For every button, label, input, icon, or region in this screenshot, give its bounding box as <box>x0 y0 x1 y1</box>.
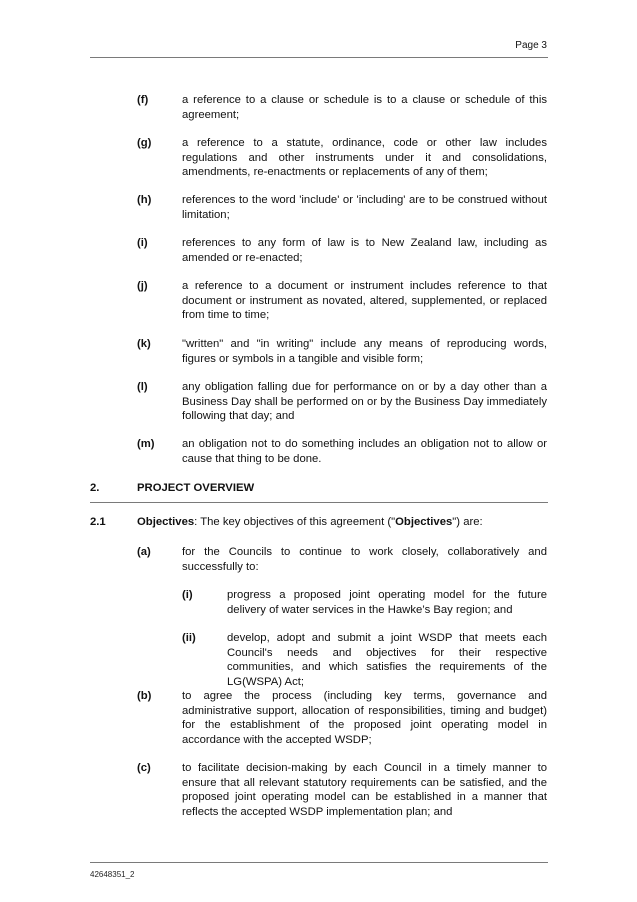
item-text-f: a reference to a clause or schedule is to a clause or schedule of this agreement; <box>182 94 547 121</box>
item-text-l: any obligation falling due for performance on or by a day other than a Business Day shall be performed on or by the Business Day immediately following that day; and <box>182 381 547 423</box>
item-label-g: (g) <box>137 137 152 149</box>
item-label-i: (i) <box>137 237 148 249</box>
section-number: 2. <box>90 482 100 494</box>
objective-text-i: progress a proposed joint operating model for the future delivery of water services in the Hawke’s Bay region; and <box>227 589 547 616</box>
clause-intro-end: ") are: <box>452 516 483 528</box>
objective-text-b: to agree the process (including key terms, governance and administrative support, allocation of responsibilities, timing and budget) for the establishment of the proposed joint operating model in accordance with the accepted WSDP; <box>182 690 547 746</box>
clause-intro-start: : The key objectives of this agreement (" <box>194 516 396 528</box>
clause-defined-term: Objectives <box>395 516 453 528</box>
item-text-k: "written" and "in writing" include any means of reproducing words, figures or symbols in a tangible and visible form; <box>182 338 547 365</box>
footer-divider <box>90 862 548 863</box>
objective-label-b: (b) <box>137 690 152 702</box>
item-text-i: references to any form of law is to New Zealand law, including as amended or re-enacted; <box>182 237 547 264</box>
clause-intro <box>137 515 547 530</box>
item-text-g: a reference to a statute, ordinance, code or other law includes regulations and other instruments under it and consolidations, amendments, re-enactments or replacements of any of them; <box>182 137 547 179</box>
item-label-l: (l) <box>137 381 148 393</box>
clause-heading: Objectives <box>137 516 195 528</box>
objective-label-i: (i) <box>182 589 193 601</box>
objective-label-a: (a) <box>137 546 151 558</box>
item-label-m: (m) <box>137 438 155 450</box>
objective-text-a: for the Councils to continue to work closely, collaboratively and successfully to: <box>182 546 547 573</box>
item-label-k: (k) <box>137 338 151 350</box>
item-text-h: references to the word 'include' or 'including' are to be construed without limitation; <box>182 194 547 221</box>
item-text-j: a reference to a document or instrument includes reference to that document or instrument as novated, altered, supplemented, or replaced from time to time; <box>182 280 547 322</box>
section-divider <box>90 502 548 503</box>
item-label-f: (f) <box>137 94 149 106</box>
section-title: PROJECT OVERVIEW <box>137 482 255 494</box>
clause-number: 2.1 <box>90 516 106 528</box>
page-number: Page 3 <box>515 40 547 51</box>
objective-label-ii: (ii) <box>182 632 196 644</box>
header-divider <box>90 57 548 58</box>
item-label-j: (j) <box>137 280 148 292</box>
objective-text-c: to facilitate decision-making by each Council in a timely manner to ensure that all relevant statutory requirements can be satisfied, and the proposed joint operating model can be established in a manner that reflects the accepted WSDP implementation plan; and <box>182 762 547 818</box>
item-text-m: an obligation not to do something includes an obligation not to allow or cause that thing to be done. <box>182 438 547 465</box>
objective-label-c: (c) <box>137 762 151 774</box>
document-reference: 42648351_2 <box>90 870 135 879</box>
objective-text-ii: develop, adopt and submit a joint WSDP that meets each Council's needs and objectives for their respective communities, and which satisfies the requirements of the LG(WSPA) Act; <box>227 632 547 688</box>
item-label-h: (h) <box>137 194 152 206</box>
